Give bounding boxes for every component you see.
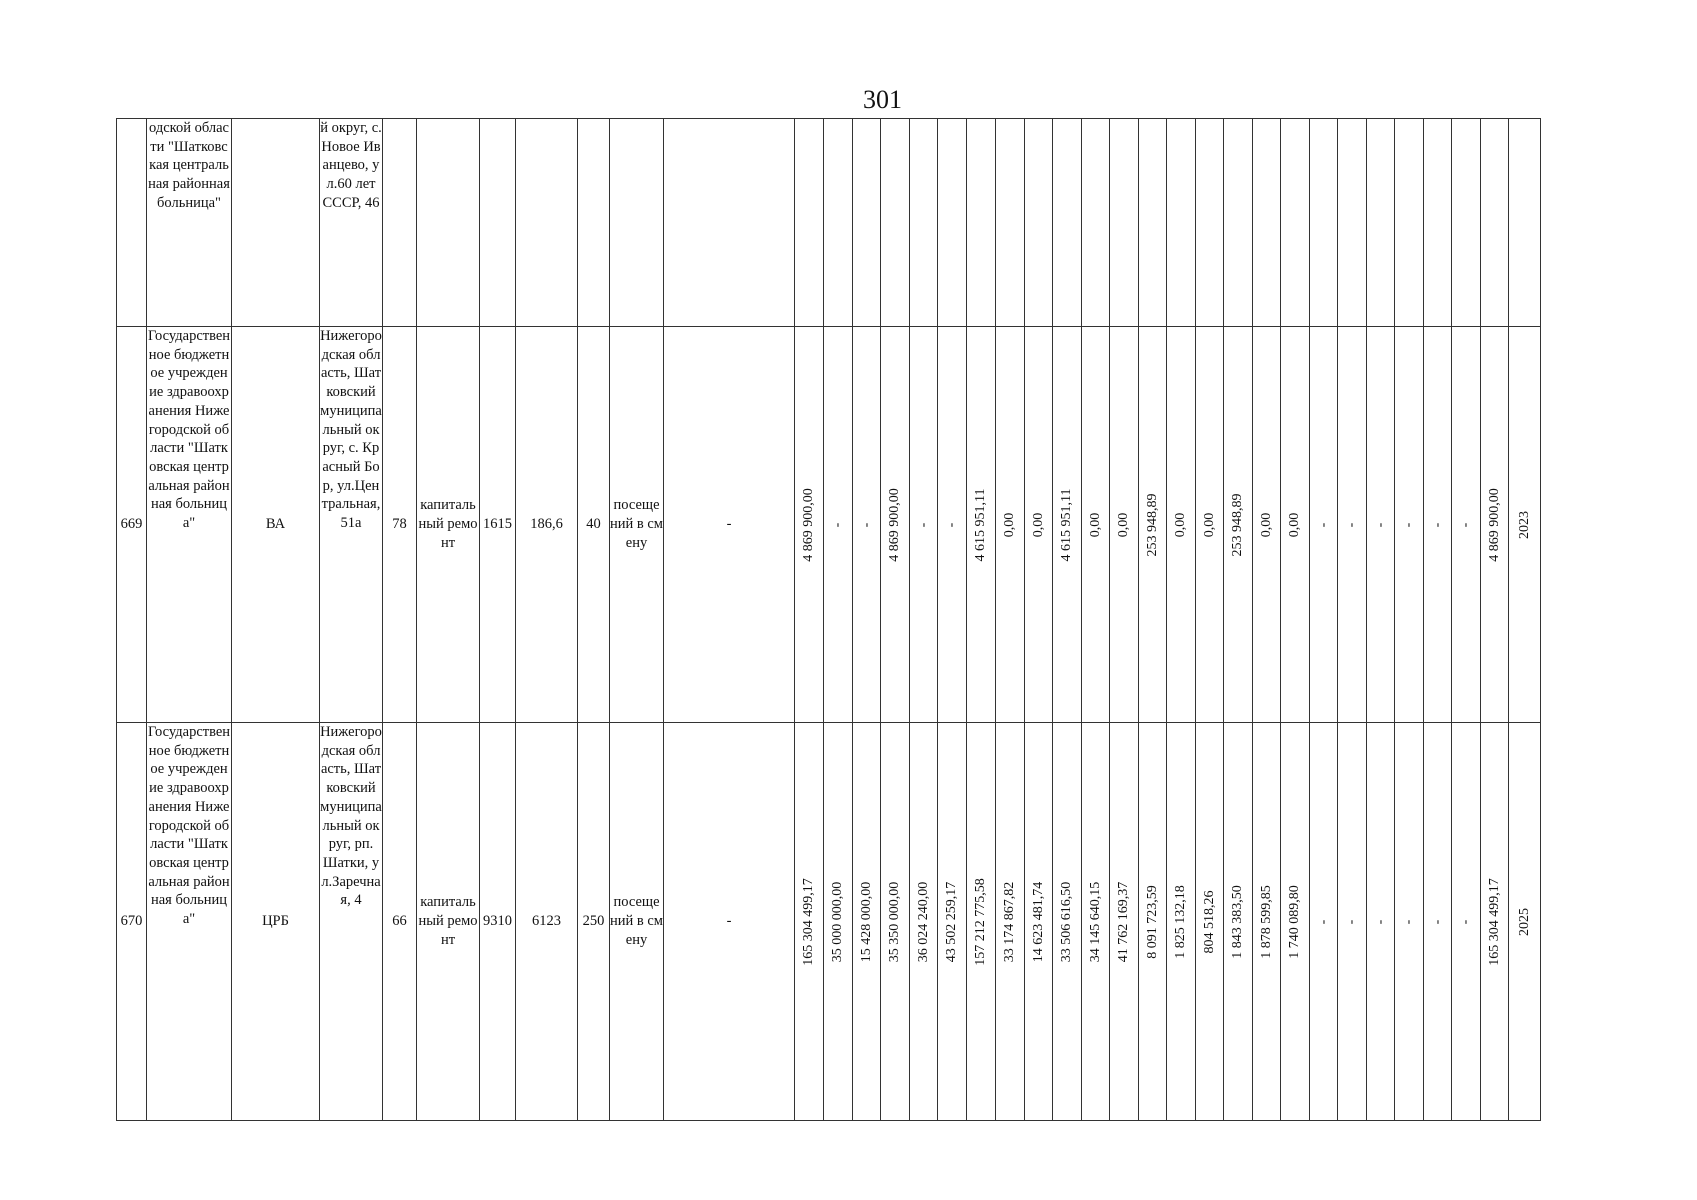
amount-value: 4 869 900,00 [887, 487, 902, 562]
cell-abbr [232, 119, 320, 327]
cell-capacity [578, 119, 610, 327]
amount-value: - [1315, 919, 1331, 924]
cell-amount [1310, 119, 1338, 327]
amount-value: - [1344, 919, 1359, 924]
cell-institution: Государственное бюджетное учреждение здравоохранения Нижегородской области "Шатковская центральная районная больница" [147, 327, 232, 723]
amount-value: - [1344, 522, 1359, 527]
cell-amount [1481, 327, 1509, 723]
cell-capacity-unit: посещений в смену [610, 723, 664, 1121]
amount-value: 35 350 000,00 [887, 881, 902, 962]
amount-value: 33 174 867,82 [1002, 881, 1017, 962]
cell-amount [1224, 327, 1253, 723]
cell-amount [1110, 119, 1139, 327]
cell-amount [824, 723, 853, 1121]
amount-value: - [1458, 919, 1473, 924]
amount-value: 0,00 [1173, 512, 1188, 537]
cell-year-built: 9310 [480, 723, 516, 1121]
amount-value: 8 091 723,59 [1144, 884, 1160, 959]
cell-code: 66 [383, 723, 417, 1121]
amount-value: 36 024 240,00 [915, 881, 931, 962]
registry-table [116, 118, 1541, 1121]
cell-work-type [417, 119, 480, 327]
cell-amount [1310, 723, 1338, 1121]
amount-value: 2023 [1516, 510, 1532, 539]
amount-value: - [944, 522, 959, 527]
amount-value: 0,00 [1287, 512, 1302, 537]
amount-value: 34 145 640,15 [1087, 881, 1103, 962]
cell-amount [1281, 723, 1310, 1121]
amount-value: - [1401, 522, 1416, 527]
cell-amount [1110, 327, 1139, 723]
cell-amount [1025, 119, 1053, 327]
cell-amount [967, 723, 996, 1121]
cell-address: Нижегородская область, Шатковский муниципальный округ, рп. Шатки, ул.Заречная, 4 [320, 723, 383, 1121]
cell-amount [1509, 327, 1541, 723]
cell-area: 186,6 [516, 327, 578, 723]
amount-value: 41 762 169,37 [1116, 881, 1131, 962]
amount-value: 2025 [1516, 907, 1532, 936]
cell-amount [938, 119, 967, 327]
cell-abbr: ЦРБ [232, 723, 320, 1121]
cell-amount [1053, 327, 1082, 723]
cell-amount [1395, 327, 1424, 723]
cell-amount [1509, 723, 1541, 1121]
cell-amount [1253, 723, 1281, 1121]
cell-amount [1281, 327, 1310, 723]
amount-value: 35 000 000,00 [830, 881, 845, 962]
cell-amount [938, 723, 967, 1121]
cell-amount [795, 119, 824, 327]
amount-value: - [1372, 919, 1388, 924]
cell-capacity: 250 [578, 723, 610, 1121]
cell-year-built: 1615 [480, 327, 516, 723]
cell-amount [1338, 119, 1367, 327]
cell-address: й округ, с. Новое Иванцево, ул.60 лет СССР, 46 [320, 119, 383, 327]
cell-amount [1395, 119, 1424, 327]
cell-amount [1053, 119, 1082, 327]
cell-amount [938, 327, 967, 723]
cell-amount [1367, 119, 1395, 327]
cell-amount [1424, 723, 1452, 1121]
amount-value: 4 615 951,11 [973, 488, 988, 561]
cell-amount [1196, 327, 1224, 723]
cell-amount [795, 723, 824, 1121]
cell-note: - [664, 723, 795, 1121]
cell-amount [1281, 119, 1310, 327]
amount-value: - [1458, 522, 1473, 527]
cell-amount [1481, 723, 1509, 1121]
cell-amount [881, 723, 910, 1121]
cell-amount [1082, 723, 1110, 1121]
amount-value: 1 843 383,50 [1230, 884, 1245, 959]
cell-area: 6123 [516, 723, 578, 1121]
page-number: 301 [863, 85, 902, 114]
cell-code [383, 119, 417, 327]
amount-value: - [830, 522, 845, 527]
cell-work-type: капитальный ремонт [417, 327, 480, 723]
amount-value: 157 212 775,58 [973, 877, 988, 966]
amount-value: 0,00 [1258, 512, 1274, 537]
cell-year-built [480, 119, 516, 327]
cell-amount [1424, 119, 1452, 327]
amount-value: - [1372, 522, 1388, 527]
cell-amount [1025, 723, 1053, 1121]
cell-num: 670 [117, 723, 147, 1121]
cell-amount [967, 327, 996, 723]
amount-value: - [1315, 522, 1331, 527]
cell-note: - [664, 327, 795, 723]
amount-value: 0,00 [1002, 512, 1017, 537]
cell-amount [1082, 327, 1110, 723]
cell-amount [1253, 119, 1281, 327]
cell-code: 78 [383, 327, 417, 723]
amount-value: 0,00 [1030, 512, 1046, 537]
amount-value: 0,00 [1087, 512, 1103, 537]
amount-value: - [1429, 522, 1445, 527]
cell-amount [1367, 723, 1395, 1121]
cell-amount [1167, 723, 1196, 1121]
cell-amount [1395, 723, 1424, 1121]
cell-amount [996, 327, 1025, 723]
amount-value: 1 825 132,18 [1173, 884, 1188, 959]
cell-amount [1224, 119, 1253, 327]
cell-amount [1452, 119, 1481, 327]
cell-amount [910, 723, 938, 1121]
amount-value: 33 506 616,50 [1059, 881, 1074, 962]
cell-address: Нижегородская область, Шатковский муниципальный округ, с. Красный Бор, ул.Центральная, 51а [320, 327, 383, 723]
amount-value: - [858, 522, 874, 527]
cell-amount [881, 119, 910, 327]
cell-amount [967, 119, 996, 327]
amount-value: 4 615 951,11 [1059, 488, 1074, 561]
amount-value: - [1429, 919, 1445, 924]
amount-value: 15 428 000,00 [858, 881, 874, 962]
cell-amount [853, 327, 881, 723]
cell-amount [1110, 723, 1139, 1121]
cell-amount [910, 327, 938, 723]
cell-amount [824, 119, 853, 327]
amount-value: 165 304 499,17 [801, 877, 816, 966]
amount-value: 0,00 [1201, 512, 1217, 537]
amount-value: 43 502 259,17 [944, 881, 959, 962]
cell-amount [1338, 723, 1367, 1121]
cell-capacity-unit: посещений в смену [610, 327, 664, 723]
amount-value: 804 518,26 [1201, 890, 1217, 953]
amount-value: 253 948,89 [1144, 493, 1160, 556]
cell-amount [1025, 327, 1053, 723]
cell-amount [1196, 723, 1224, 1121]
cell-amount [1481, 119, 1509, 327]
table-row [117, 327, 1541, 723]
cell-abbr: ВА [232, 327, 320, 723]
cell-amount [1196, 119, 1224, 327]
cell-num: 669 [117, 327, 147, 723]
amount-value: 165 304 499,17 [1486, 877, 1502, 966]
amount-value: 0,00 [1116, 512, 1131, 537]
cell-num [117, 119, 147, 327]
cell-work-type: капитальный ремонт [417, 723, 480, 1121]
cell-amount [824, 327, 853, 723]
cell-institution: Государственное бюджетное учреждение здравоохранения Нижегородской области "Шатковская центральная районная больница" [147, 723, 232, 1121]
amount-value: 14 623 481,74 [1030, 881, 1046, 962]
cell-amount [1053, 723, 1082, 1121]
cell-amount [1139, 119, 1167, 327]
cell-note [664, 119, 795, 327]
cell-amount [1310, 327, 1338, 723]
amount-value: 1 878 599,85 [1258, 884, 1274, 959]
cell-amount [1167, 327, 1196, 723]
cell-amount [1424, 327, 1452, 723]
cell-amount [1253, 327, 1281, 723]
cell-amount [1338, 327, 1367, 723]
cell-amount [996, 723, 1025, 1121]
cell-amount [853, 723, 881, 1121]
amount-value: 4 869 900,00 [801, 487, 816, 562]
cell-area [516, 119, 578, 327]
amount-value: 4 869 900,00 [1486, 487, 1502, 562]
cell-amount [1139, 327, 1167, 723]
amount-value: 1 740 089,80 [1287, 884, 1302, 959]
table-row [117, 723, 1541, 1121]
cell-amount [881, 327, 910, 723]
cell-amount [795, 327, 824, 723]
cell-amount [1224, 723, 1253, 1121]
cell-amount [996, 119, 1025, 327]
amount-value: - [1401, 919, 1416, 924]
cell-amount [1082, 119, 1110, 327]
cell-amount [1139, 723, 1167, 1121]
cell-amount [1452, 723, 1481, 1121]
cell-amount [1167, 119, 1196, 327]
cell-amount [1367, 327, 1395, 723]
cell-capacity-unit [610, 119, 664, 327]
cell-amount [1452, 327, 1481, 723]
table-row [117, 119, 1541, 327]
cell-capacity: 40 [578, 327, 610, 723]
cell-institution: одской области "Шатковская центральная районная больница" [147, 119, 232, 327]
cell-amount [1509, 119, 1541, 327]
amount-value: - [915, 522, 931, 527]
amount-value: 253 948,89 [1230, 493, 1245, 556]
cell-amount [910, 119, 938, 327]
cell-amount [853, 119, 881, 327]
